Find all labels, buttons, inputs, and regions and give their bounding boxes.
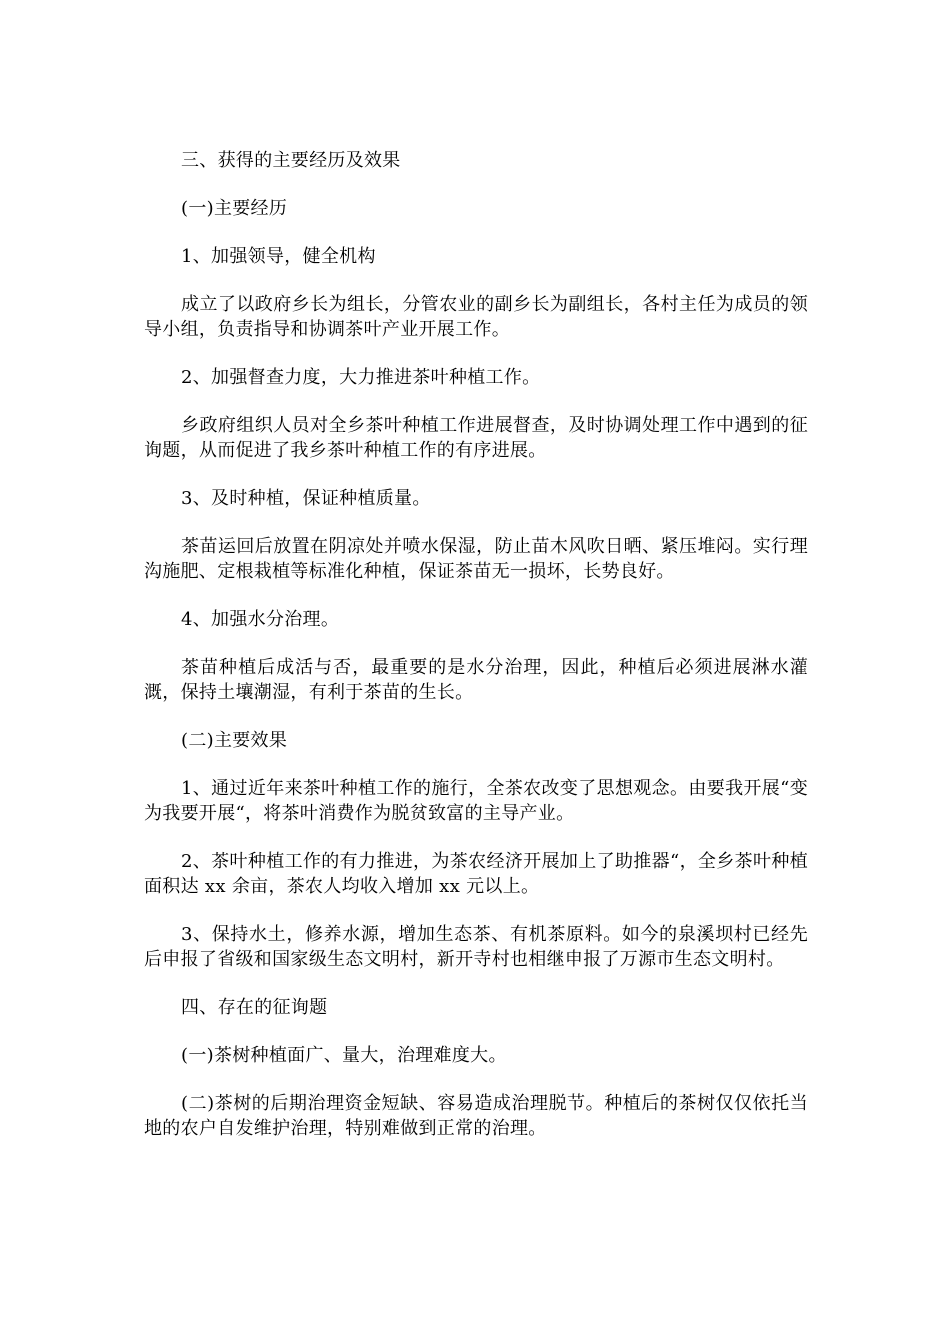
paragraph-water-management: 茶苗种植后成活与否，最重要的是水分治理，因此，种植后必须进展淋水灌溉，保持土壤潮湿，有利于茶苗的生长。 xyxy=(144,657,808,703)
paragraph-leadership-group: 成立了以政府乡长为组长，分管农业的副乡长为副组长，各村主任为成员的领导小组，负责指导和协调茶叶产业开展工作。 xyxy=(144,294,808,340)
item-heading-water-management: 4、加强水分治理。 xyxy=(181,609,340,630)
paragraph-result-1: 1、通过近年来茶叶种植工作的施行，全茶农改变了思想观念。由要我开展“变为我要开展“，将茶叶消费作为脱贫致富的主导产业。 xyxy=(144,778,808,824)
document-page xyxy=(144,148,808,1164)
paragraph-result-3: 3、保持水土，修养水源，增加生态茶、有机茶原料。如今的泉溪坝村已经先后申报了省级和国家级生态文明村，新开寺村也相继申报了万源市生态文明村。 xyxy=(144,924,808,970)
subheading-main-results: (二)主要效果 xyxy=(181,730,288,751)
paragraph-problem-2: (二)茶树的后期治理资金短缺、容易造成治理脱节。种植后的茶树仅仅依托当地的农户自发维护治理，特别难做到正常的治理。 xyxy=(144,1093,808,1139)
section-heading-problems: 四、存在的征询题 xyxy=(181,997,328,1018)
paragraph-result-2: 2、茶叶种植工作的有力推进，为茶农经济开展加上了助推器“，全乡茶叶种植面积达 xx 余亩，茶农人均收入增加 xx 元以上。 xyxy=(144,851,808,897)
item-heading-strengthen-leadership: 1、加强领导，健全机构 xyxy=(181,246,376,267)
item-heading-timely-planting: 3、及时种植，保证种植质量。 xyxy=(181,488,431,509)
paragraph-timely-planting: 茶苗运回后放置在阴凉处并喷水保湿，防止苗木风吹日晒、紧压堆闷。实行理沟施肥、定根栽植等标准化种植，保证茶苗无一损坏，长势良好。 xyxy=(144,536,808,582)
paragraph-problem-1: (一)茶树种植面广、量大，治理难度大。 xyxy=(181,1045,507,1066)
paragraph-supervision: 乡政府组织人员对全乡茶叶种植工作进展督查，及时协调处理工作中遇到的征询题，从而促进了我乡茶叶种植工作的有序进展。 xyxy=(144,415,808,461)
item-heading-supervision: 2、加强督查力度，大力推进茶叶种植工作。 xyxy=(181,367,541,388)
subheading-main-experience: (一)主要经历 xyxy=(181,198,288,219)
section-heading-experience-results: 三、获得的主要经历及效果 xyxy=(181,150,401,171)
